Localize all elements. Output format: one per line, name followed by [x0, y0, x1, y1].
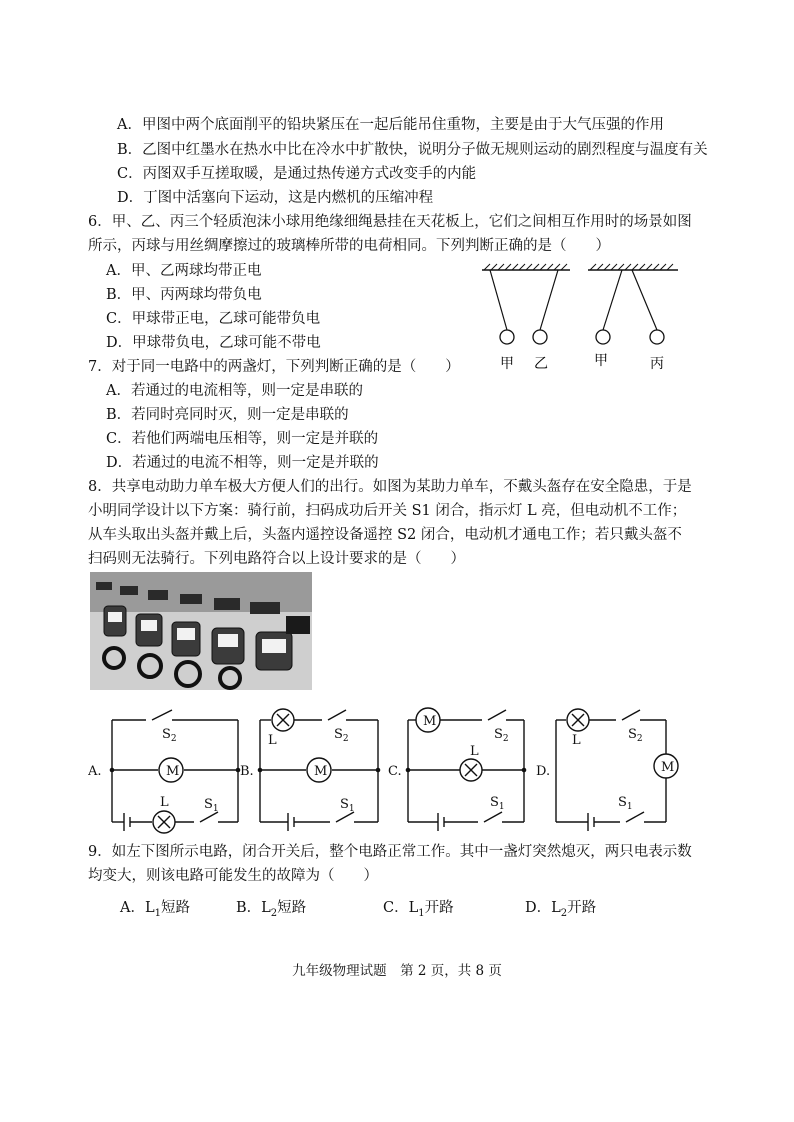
- switch-s2-label-d: $S_2$: [628, 727, 643, 744]
- page-footer: 九年级物理试题 第 2 页，共 8 页: [292, 963, 502, 979]
- q6-option-d: D．甲球带负电，乙球可能不带电: [106, 335, 321, 351]
- switch-s1-label-a: $S_1$: [204, 797, 219, 814]
- switch-s2-label-b: $S_2$: [334, 727, 349, 744]
- q6-option-c: C．甲球带正电，乙球可能带负电: [106, 311, 321, 327]
- q9-stem-line1: 9．如左下图所示电路，闭合开关后，整个电路正常工作。其中一盏灯突然熄灭，两只电表示数: [88, 844, 692, 860]
- ball-bing: [650, 330, 664, 344]
- q6-stem-line2: 所示，丙球与用丝绸摩擦过的玻璃棒所带的电荷相同。下列判断正确的是（ ）: [88, 238, 610, 254]
- circuit-label-b: B.: [240, 764, 254, 779]
- ball-label-yi: 乙: [534, 356, 548, 372]
- q6-stem-line1: 6．甲、乙、丙三个轻质泡沫小球用绝缘细绳悬挂在天花板上，它们之间相互作用时的场景如图: [88, 214, 692, 230]
- q7-stem: 7．对于同一电路中的两盏灯，下列判断正确的是（ ）: [88, 359, 460, 375]
- q5-option-a: A．甲图中两个底面削平的铅块紧压在一起后能吊住重物，主要是由于大气压强的作用: [117, 117, 664, 133]
- q5-option-c: C．丙图双手互搓取暖，是通过热传递方式改变手的内能: [117, 166, 477, 182]
- lamp-label-c: L: [470, 744, 479, 759]
- lamp-label-b: L: [268, 733, 277, 748]
- q7-option-b: B．若同时亮同时灭，则一定是串联的: [106, 407, 349, 423]
- q9-option-d: D．$L_2$开路: [525, 900, 597, 919]
- ball-label-jia-right: 甲: [594, 353, 608, 369]
- lamp-label-a: L: [160, 795, 169, 810]
- ball-yi: [533, 330, 547, 344]
- lamp-label-d: L: [572, 733, 581, 748]
- q8-stem-line4: 扫码则无法骑行。下列电路符合以上设计要求的是（ ）: [88, 551, 465, 567]
- ball-label-bing: 丙: [650, 356, 664, 372]
- q5-option-b: B．乙图中红墨水在热水中比在冷水中扩散快，说明分子做无规则运动的剧烈程度与温度有关: [117, 142, 708, 158]
- q9-option-b: B．$L_2$短路: [236, 900, 307, 919]
- q5-option-d: D．丁图中活塞向下运动，这是内燃机的压缩冲程: [117, 190, 434, 206]
- q8-stem-line1: 8．共享电动助力单车极大方便人们的出行。如图为某助力单车，不戴头盔存在安全隐患，于是: [88, 479, 692, 495]
- ball-jia-right: [596, 330, 610, 344]
- switch-s2-label-a: $S_2$: [162, 727, 177, 744]
- motor-symbol-c: M: [423, 714, 437, 729]
- motor-symbol-b: M: [314, 764, 328, 779]
- switch-s1-label-c: $S_1$: [490, 795, 505, 812]
- q6-option-a: A．甲、乙两球均带正电: [106, 263, 262, 279]
- q7-option-a: A．若通过的电流相等，则一定是串联的: [106, 383, 363, 399]
- switch-s1-label-d: $S_1$: [618, 795, 633, 812]
- motor-symbol-a: M: [166, 764, 180, 779]
- q9-option-c: C．$L_1$开路: [383, 900, 454, 919]
- switch-s1-label-b: $S_1$: [340, 797, 355, 814]
- circuit-d: [556, 709, 678, 831]
- motor-symbol-d: M: [661, 760, 675, 775]
- ball-jia-left: [500, 330, 514, 344]
- q9-option-a: A．$L_1$短路: [120, 900, 190, 919]
- q8-circuit-diagrams: [88, 702, 708, 836]
- q8-stem-line3: 从车头取出头盔并戴上后，头盔内遥控设备遥控 S2 闭合，电动机才通电工作；若只戴头盔不: [88, 527, 682, 543]
- q6-hanging-balls-figure: [470, 262, 690, 374]
- shared-ebike-photo: [90, 572, 312, 690]
- q8-stem-line2: 小明同学设计以下方案：骑行前，扫码成功后开关 S1 闭合，指示灯 L 亮，但电动机不工作；: [88, 503, 687, 519]
- q7-option-d: D．若通过的电流不相等，则一定是并联的: [106, 455, 379, 471]
- circuit-label-c: C.: [388, 764, 402, 779]
- circuit-label-a: A.: [88, 764, 102, 779]
- q9-stem-line2: 均变大，则该电路可能发生的故障为（ ）: [88, 868, 378, 884]
- q7-option-c: C．若他们两端电压相等，则一定是并联的: [106, 431, 379, 447]
- circuit-label-d: D.: [536, 764, 551, 779]
- q6-option-b: B．甲、丙两球均带负电: [106, 287, 262, 303]
- ball-label-jia-left: 甲: [500, 356, 514, 372]
- switch-s2-label-c: $S_2$: [494, 727, 509, 744]
